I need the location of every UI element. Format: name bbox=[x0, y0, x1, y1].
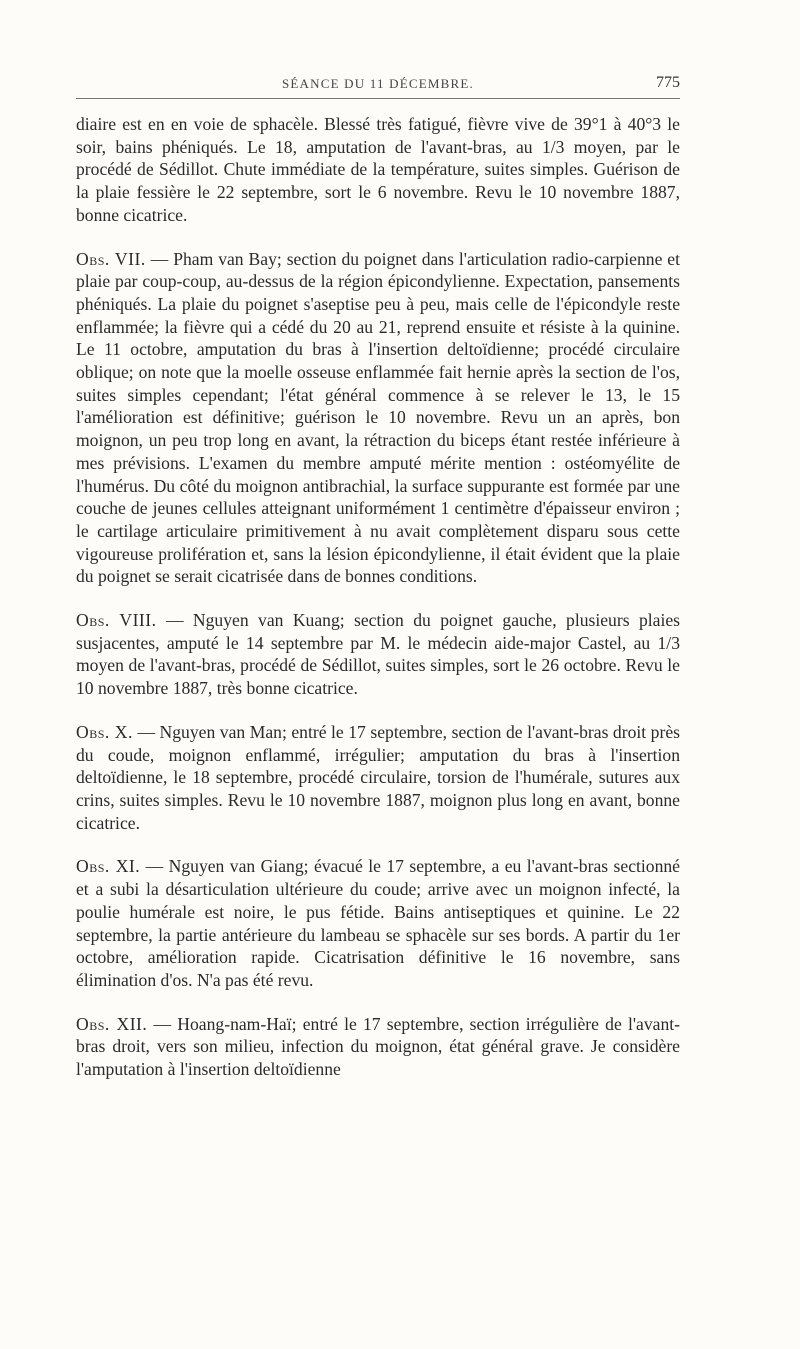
observation-label: Obs. VII. bbox=[76, 248, 146, 269]
observation-label: Obs. XI. bbox=[76, 856, 141, 877]
page-header bbox=[76, 66, 680, 98]
paragraph-obs-xi bbox=[76, 855, 680, 991]
running-title: SÉANCE DU 11 DÉCEMBRE. bbox=[281, 76, 475, 91]
paragraph-text: — Nguyen van Kuang; section du poignet gauche, plusieurs plaies susjacentes, amputé le 14 septembre par M. le médecin aide-major Castel, au 1/3 moyen de l'avant-bras, procédé de Sédillot, suites simples, sort le 26 octobre. Revu le 10 novembre 1887, très bonne cicatrice. bbox=[76, 610, 680, 699]
observation-label: Obs. XII. bbox=[76, 1013, 148, 1034]
observation-label: Obs. X. bbox=[76, 721, 133, 742]
paragraph-obs-x bbox=[76, 721, 680, 835]
paragraph-text: — Pham van Bay; section du poignet dans l'articulation radio-carpienne et plaie par coup-coup, au-dessus de la région épicondylienne. Expectation, pansements phéniqués. La plaie du poignet s'aseptise peu à peu, mais celle de l'épicondyle reste enflammée; la fièvre qui a cédé du 20 au 21, reprend ensuite et résiste à la quinine. Le 11 octobre, amputation du bras à l'insertion deltoïdienne; procédé circulaire oblique; on note que la moelle osseuse enflammée fait hernie après la section de l'os, suites simples cependant; l'état général commence à se relever le 13, le 15 l'amélioration est définitive; guérison le 10 novembre. Revu un an après, bon moignon, un peu trop long en avant, la rétraction du biceps étant restée inférieure à mes prévisions. L'examen du membre amputé mérite mention : ostéomyélite de l'humérus. Du côté du moignon antibrachial, la surface suppurante est formée par une couche de jeunes cellules atteignant uniformément 1 centimètre d'épaisseur environ ; le cartilage articulaire primitivement à nu avait complètement disparu sous cette vigoureuse prolifération et, sans la lésion épicondylienne, il était évident que la plaie du poignet se serait cicatrisée dans de bonnes conditions. bbox=[76, 248, 681, 587]
paragraph-text: diaire est en en voie de sphacèle. Blessé très fatigué, fièvre vive de 39°1 à 40°3 le soir, bains phéniqués. Le 18, amputation de l'avant-bras, au 1/3 moyen, par le procédé de Sédillot. Chute immédiate de la température, suites simples. Guérison de la plaie fessière le 22 septembre, sort le 6 novembre. Revu le 10 novembre 1887, bonne cicatrice. bbox=[76, 114, 680, 225]
paragraph-obs-xii bbox=[76, 1013, 680, 1081]
paragraph-obs-vii bbox=[76, 248, 680, 589]
paragraph-continuation bbox=[76, 113, 680, 227]
header-rule bbox=[76, 98, 680, 99]
observation-label: Obs. VIII. bbox=[76, 610, 157, 631]
paragraph-text: — Nguyen van Man; entré le 17 septembre, section de l'avant-bras droit près du coude, moignon enflammé, irrégulier; amputation du bras à l'insertion deltoïdienne, le 18 septembre, procédé circulaire, torsion de l'humérale, sutures aux crins, suites simples. Revu le 10 novembre 1887, moignon plus long en avant, bonne cicatrice. bbox=[76, 721, 680, 833]
paragraph-text: — Hoang-nam-Haï; entré le 17 septembre, section irrégulière de l'avant-bras droit, vers son milieu, infection du moignon, état général grave. Je considère l'amputation à l'insertion deltoïdienne bbox=[76, 1013, 680, 1080]
document-page bbox=[76, 66, 680, 1081]
paragraph-text: — Nguyen van Giang; évacué le 17 septembre, a eu l'avant-bras sectionné et a subi la désarticulation ultérieure du coude; arrive avec un moignon infecté, la poulie humérale est noire, le pus fétide. Bains antiseptiques et quinine. Le 22 septembre, la partie antérieure du lambeau se sphacèle sur ses bords. A partir du 1er octobre, amélioration rapide. Cicatrisation définitive le 16 novembre, sans élimination d'os. N'a pas été revu. bbox=[76, 856, 680, 990]
paragraph-obs-viii bbox=[76, 609, 680, 700]
page-number: 775 bbox=[656, 74, 680, 91]
